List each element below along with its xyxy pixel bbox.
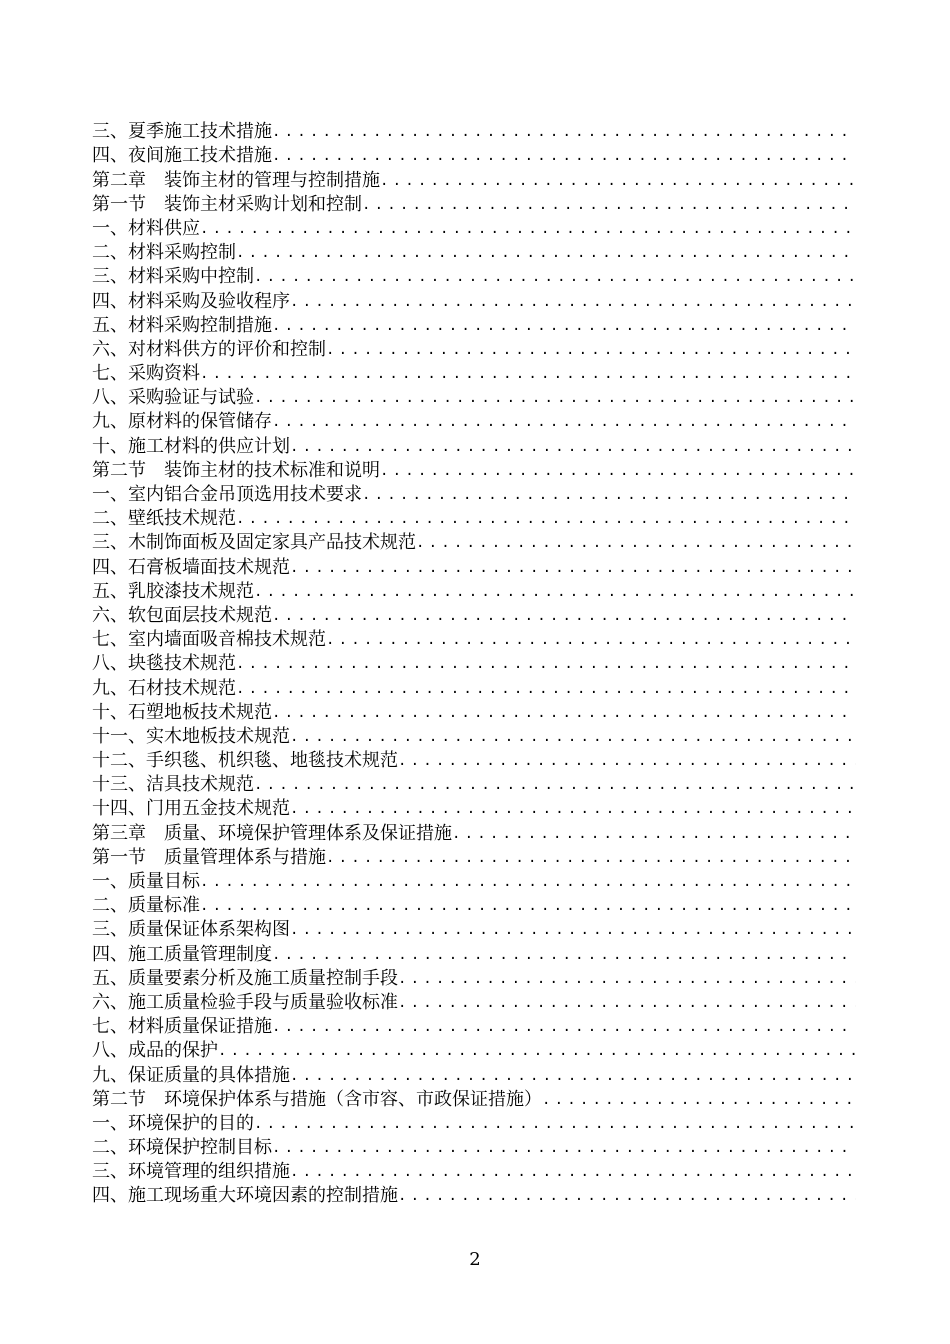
toc-dot-leader bbox=[290, 436, 856, 458]
toc-dot-leader bbox=[236, 678, 856, 700]
toc-dot-leader bbox=[542, 1089, 856, 1111]
toc-entry bbox=[92, 651, 856, 675]
toc-dot-leader bbox=[290, 726, 856, 748]
toc-entry bbox=[92, 1135, 856, 1159]
toc-dot-leader bbox=[290, 557, 856, 579]
toc-entry-title: 六、软包面层技术规范 bbox=[92, 604, 272, 626]
toc-dot-leader bbox=[452, 823, 856, 845]
toc-dot-leader bbox=[236, 653, 856, 675]
toc-entry-title: 九、原材料的保管储存 bbox=[92, 411, 272, 433]
toc-entry-title: 四、施工质量管理制度 bbox=[92, 943, 272, 965]
toc-dot-leader bbox=[326, 339, 856, 361]
page-number: 2 bbox=[469, 1249, 481, 1270]
toc-dot-leader bbox=[272, 315, 856, 337]
toc-entry-title: 十三、洁具技术规范 bbox=[92, 774, 254, 796]
toc-entry bbox=[92, 845, 856, 869]
toc-entry bbox=[92, 748, 856, 772]
toc-entry bbox=[92, 990, 856, 1014]
toc-entry-title: 六、施工质量检验手段与质量验收标准 bbox=[92, 991, 398, 1013]
toc-entry-title: 一、质量目标 bbox=[92, 871, 200, 892]
toc-entry-title: 七、材料质量保证措施 bbox=[92, 1016, 272, 1038]
toc-dot-leader bbox=[290, 919, 856, 941]
toc-dot-leader bbox=[272, 605, 856, 627]
toc-dot-leader bbox=[272, 702, 856, 724]
toc-dot-leader bbox=[272, 145, 856, 167]
toc-entry bbox=[92, 506, 856, 530]
toc-dot-leader bbox=[326, 847, 856, 869]
toc-dot-leader bbox=[272, 411, 856, 433]
toc-entry-title: 二、质量标准 bbox=[92, 895, 200, 917]
table-of-contents bbox=[92, 119, 856, 1207]
toc-entry-title: 一、材料供应 bbox=[92, 217, 200, 239]
toc-dot-leader bbox=[254, 1113, 856, 1135]
toc-entry bbox=[92, 216, 856, 240]
toc-entry-title: 十四、门用五金技术规范 bbox=[92, 798, 290, 820]
toc-entry bbox=[92, 1183, 856, 1207]
toc-entry-title: 四、夜间施工技术措施 bbox=[92, 145, 272, 167]
toc-entry bbox=[92, 1111, 856, 1135]
toc-entry-title: 十、施工材料的供应计划 bbox=[92, 435, 290, 457]
toc-entry bbox=[92, 627, 856, 651]
toc-entry-title: 四、施工现场重大环境因素的控制措施 bbox=[92, 1185, 398, 1207]
toc-dot-leader bbox=[290, 1065, 856, 1087]
toc-entry bbox=[92, 1038, 856, 1062]
toc-entry bbox=[92, 893, 856, 917]
toc-dot-leader bbox=[362, 484, 856, 506]
toc-entry-title: 三、材料采购中控制 bbox=[92, 266, 254, 288]
toc-entry bbox=[92, 966, 856, 990]
toc-dot-leader bbox=[272, 1137, 856, 1159]
toc-entry bbox=[92, 579, 856, 603]
toc-entry bbox=[92, 530, 856, 554]
toc-entry bbox=[92, 941, 856, 965]
toc-dot-leader bbox=[380, 170, 856, 192]
toc-dot-leader bbox=[254, 387, 856, 409]
toc-entry-title: 第三章 质量、环境保护管理体系及保证措施 bbox=[92, 822, 452, 844]
toc-dot-leader bbox=[290, 291, 856, 313]
toc-entry bbox=[92, 385, 856, 409]
toc-entry bbox=[92, 1014, 856, 1038]
toc-entry bbox=[92, 1159, 856, 1183]
toc-dot-leader bbox=[398, 992, 856, 1014]
toc-dot-leader bbox=[200, 218, 856, 240]
toc-entry bbox=[92, 313, 856, 337]
toc-entry-title: 九、保证质量的具体措施 bbox=[92, 1064, 290, 1086]
toc-entry-title: 八、采购验证与试验 bbox=[92, 387, 254, 409]
toc-entry-title: 一、环境保护的目的 bbox=[92, 1112, 254, 1134]
toc-entry-title: 八、成品的保护 bbox=[92, 1040, 218, 1062]
toc-entry bbox=[92, 700, 856, 724]
toc-entry bbox=[92, 433, 856, 457]
toc-entry-title: 九、石材技术规范 bbox=[92, 677, 236, 699]
toc-entry bbox=[92, 143, 856, 167]
toc-entry bbox=[92, 917, 856, 941]
toc-entry-title: 三、环境管理的组织措施 bbox=[92, 1161, 290, 1183]
toc-entry bbox=[92, 1087, 856, 1111]
toc-dot-leader bbox=[290, 798, 856, 820]
toc-entry-title: 五、质量要素分析及施工质量控制手段 bbox=[92, 967, 398, 989]
toc-entry-title: 二、壁纸技术规范 bbox=[92, 508, 236, 530]
toc-entry-title: 八、块毯技术规范 bbox=[92, 653, 236, 675]
toc-dot-leader bbox=[380, 460, 856, 482]
toc-dot-leader bbox=[236, 508, 856, 530]
toc-entry bbox=[92, 119, 856, 143]
toc-dot-leader bbox=[236, 242, 856, 264]
toc-entry bbox=[92, 603, 856, 627]
toc-dot-leader bbox=[272, 944, 856, 966]
toc-dot-leader bbox=[398, 968, 856, 990]
toc-entry bbox=[92, 337, 856, 361]
toc-entry-title: 第一节 质量管理体系与措施 bbox=[92, 846, 326, 868]
toc-entry-title: 四、材料采购及验收程序 bbox=[92, 290, 290, 312]
toc-entry-title: 二、环境保护控制目标 bbox=[92, 1137, 272, 1159]
toc-dot-leader bbox=[218, 1040, 856, 1062]
toc-entry-title: 七、室内墙面吸音棉技术规范 bbox=[92, 629, 326, 651]
toc-entry-title: 三、木制饰面板及固定家具产品技术规范 bbox=[92, 532, 416, 554]
toc-entry bbox=[92, 482, 856, 506]
toc-entry bbox=[92, 820, 856, 844]
toc-dot-leader bbox=[200, 363, 856, 385]
toc-entry bbox=[92, 554, 856, 578]
toc-dot-leader bbox=[362, 194, 856, 216]
toc-entry-title: 五、材料采购控制措施 bbox=[92, 314, 272, 336]
toc-dot-leader bbox=[200, 895, 856, 917]
toc-dot-leader bbox=[326, 629, 856, 651]
toc-entry bbox=[92, 1062, 856, 1086]
toc-entry bbox=[92, 240, 856, 264]
toc-entry bbox=[92, 458, 856, 482]
toc-dot-leader bbox=[200, 871, 856, 893]
toc-entry-title: 三、夏季施工技术措施 bbox=[92, 121, 272, 143]
toc-entry bbox=[92, 192, 856, 216]
toc-entry-title: 三、质量保证体系架构图 bbox=[92, 919, 290, 941]
toc-entry bbox=[92, 361, 856, 385]
toc-entry bbox=[92, 724, 856, 748]
toc-entry-title: 六、对材料供方的评价和控制 bbox=[92, 338, 326, 360]
toc-entry-title: 第二节 环境保护体系与措施（含市容、市政保证措施） bbox=[92, 1088, 542, 1110]
toc-dot-leader bbox=[254, 266, 856, 288]
toc-dot-leader bbox=[272, 121, 856, 143]
toc-dot-leader bbox=[254, 774, 856, 796]
toc-entry bbox=[92, 167, 856, 191]
toc-entry-title: 十二、手织毯、机织毯、地毯技术规范 bbox=[92, 750, 398, 772]
toc-dot-leader bbox=[416, 532, 856, 554]
toc-entry bbox=[92, 288, 856, 312]
toc-entry-title: 十一、实木地板技术规范 bbox=[92, 725, 290, 747]
toc-entry bbox=[92, 675, 856, 699]
toc-dot-leader bbox=[398, 1185, 856, 1207]
toc-entry-title: 一、室内铝合金吊顶选用技术要求 bbox=[92, 484, 362, 505]
toc-entry bbox=[92, 796, 856, 820]
toc-dot-leader bbox=[290, 1161, 856, 1183]
toc-entry-title: 第一节 装饰主材采购计划和控制 bbox=[92, 193, 362, 215]
toc-entry-title: 二、材料采购控制 bbox=[92, 242, 236, 264]
toc-entry bbox=[92, 772, 856, 796]
toc-entry-title: 十、石塑地板技术规范 bbox=[92, 701, 272, 723]
toc-dot-leader bbox=[272, 1016, 856, 1038]
toc-entry bbox=[92, 264, 856, 288]
toc-entry bbox=[92, 409, 856, 433]
toc-entry bbox=[92, 869, 856, 893]
toc-entry-title: 第二节 装饰主材的技术标准和说明 bbox=[92, 459, 380, 481]
toc-dot-leader bbox=[254, 581, 856, 603]
toc-entry-title: 五、乳胶漆技术规范 bbox=[92, 580, 254, 602]
toc-entry-title: 四、石膏板墙面技术规范 bbox=[92, 556, 290, 578]
toc-entry-title: 第二章 装饰主材的管理与控制措施 bbox=[92, 169, 380, 191]
toc-entry-title: 七、采购资料 bbox=[92, 363, 200, 385]
toc-dot-leader bbox=[398, 750, 856, 772]
